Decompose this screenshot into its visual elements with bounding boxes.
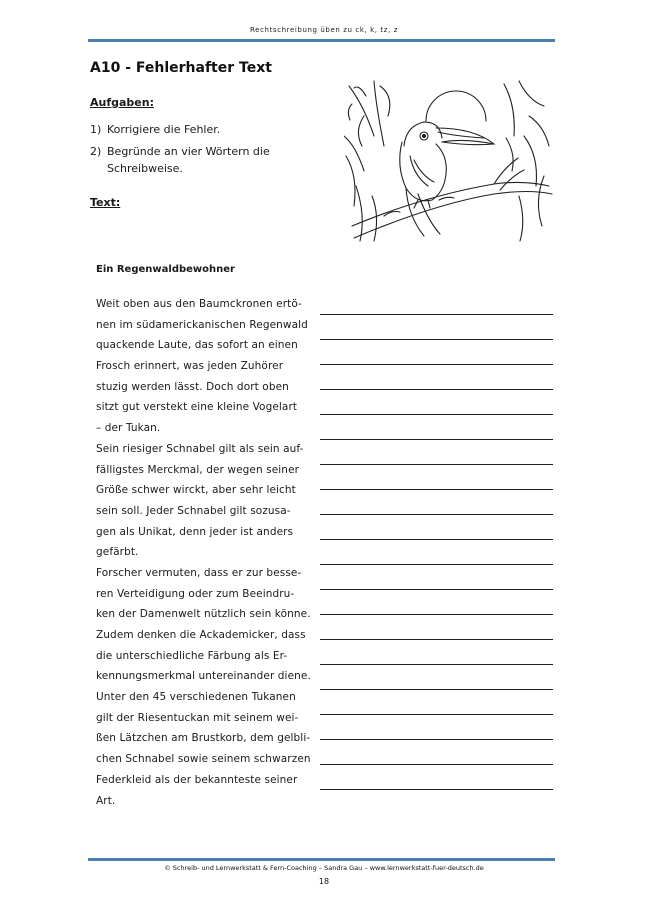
story-line: stuzig werden lässt. Doch dort oben [96,380,289,393]
story-line: Sein riesiger Schnabel gilt als sein auf- [96,442,304,455]
tasks-heading: Aufgaben: [90,96,154,109]
task-number: 2) [90,145,102,158]
story-line: Art. [96,794,116,807]
story-line: Unter den 45 verschiedenen Tukanen [96,691,296,704]
text-heading: Text: [90,196,121,209]
answer-line[interactable] [320,390,553,415]
story-line: gilt der Riesentuckan mit seinem wei- [96,711,299,724]
task-item [90,121,330,138]
answer-line[interactable] [320,440,553,465]
answer-line[interactable] [320,665,553,690]
story-line: gefärbt. [96,546,139,559]
answer-line[interactable] [320,290,553,315]
answer-line[interactable] [320,740,553,765]
story-line: Federkleid als der bekannteste seiner [96,773,298,786]
answer-line[interactable] [320,340,553,365]
story-line: Frosch erinnert, was jeden Zuhörer [96,360,284,373]
story-line: ken der Damenwelt nützlich sein könne. [96,608,311,621]
answer-line[interactable] [320,515,553,540]
story-line: Forscher vermuten, dass er zur besse- [96,566,302,579]
task-text: Begründe an vier Wörtern die Schreibweise. [107,145,270,175]
story-line: Weit oben aus den Baumckronen ertö- [96,298,302,310]
footer-credit: © Schreib- und Lernwerkstatt & Fern-Coaching – Sandra Gau – www.lernwerkstatt-fuer-deutsch.de [164,864,484,872]
answer-lines [320,290,553,790]
header-title: Rechtschreibung üben zu ck, k, tz, z [250,26,398,34]
story-line: ßen Lätzchen am Brustkorb, dem gelbli- [96,732,311,745]
toucan-illustration [344,76,556,246]
story-line: kennungsmerkmal untereinander diene. [96,670,311,683]
answer-line[interactable] [320,590,553,615]
answer-line[interactable] [320,540,553,565]
task-text: Korrigiere die Fehler. [107,123,221,136]
story-line: gen als Unikat, denn jeder ist anders [96,525,294,538]
task-item [90,143,330,177]
task-number: 1) [90,123,102,136]
answer-line[interactable] [320,765,553,790]
answer-line[interactable] [320,715,553,740]
answer-line[interactable] [320,690,553,715]
story-line: sitzt gut verstekt eine kleine Vogelart [96,401,298,414]
answer-line[interactable] [320,640,553,665]
story-line: Zudem denken die Ackademicker, dass [96,629,306,641]
story-line: sein soll. Jeder Schnabel gilt sozusa- [96,504,291,517]
answer-line[interactable] [320,565,553,590]
story-line: quackende Laute, das sofort an einen [96,339,298,352]
footer-rule [88,858,555,861]
answer-line[interactable] [320,315,553,340]
page-title: A10 - Fehlerhafter Text [90,60,272,76]
answer-line[interactable] [320,615,553,640]
answer-line[interactable] [320,465,553,490]
answer-line[interactable] [320,415,553,440]
story-text [96,294,326,811]
story-line: ren Verteidigung oder zum Beeindru- [96,587,295,600]
story-line: – der Tukan. [96,422,161,435]
story-line: chen Schnabel sowie seinem schwarzen [96,753,311,766]
story-line: fälligstes Merckmal, der wegen seiner [96,463,300,476]
story-line: nen im südamerickanischen Regenwald [96,318,308,331]
story-line: Größe schwer wirckt, aber sehr leicht [96,484,296,497]
story-line: die unterschiedliche Färbung als Er- [96,649,288,662]
story-title: Ein Regenwaldbewohner [96,264,235,275]
answer-line[interactable] [320,365,553,390]
page-number: 18 [318,877,330,886]
header-rule [88,39,555,42]
answer-line[interactable] [320,490,553,515]
